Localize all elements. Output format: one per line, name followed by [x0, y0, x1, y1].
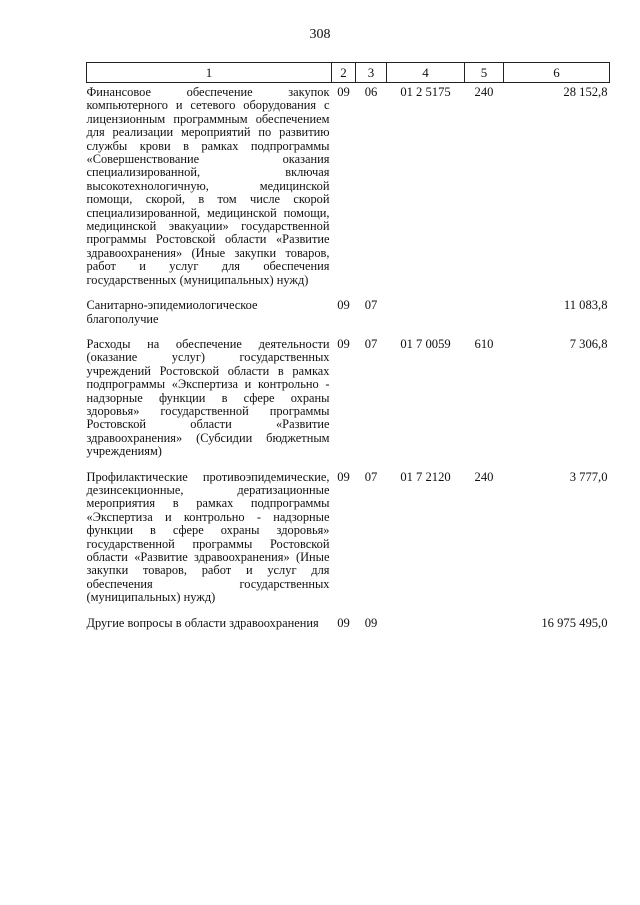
row-amount: 28 152,8 — [563, 85, 608, 99]
row-subsection: 06 — [364, 85, 378, 99]
row-target-article: 01 7 0059 — [400, 336, 451, 351]
row-section: 09 — [337, 85, 350, 99]
row-expense-type — [465, 617, 504, 642]
table-row — [87, 299, 610, 338]
row-expense-type: 610 — [474, 336, 494, 351]
row-target-article — [387, 299, 465, 338]
row-description: Расходы на обеспечение деятельности (оказание услуг) государственных учреждений Ростовской области в рамках подпрограммы «Экспертиза и контрольно - надзорные функции в сфере охраны здоровья» государственной программы Ростовской области «Развитие здравоохранения» (Субсидии бюджетным учреждениям) — [86, 336, 330, 459]
header-col-3: 3 — [356, 63, 387, 83]
row-section: 09 — [337, 336, 350, 351]
row-subsection: 07 — [364, 336, 378, 351]
header-col-6: 6 — [504, 63, 610, 83]
row-description: Профилактические противоэпидемические, дезинсекционные, дератизационные мероприятия в рамках подпрограммы «Экспертиза и контрольно - надзорные функции в сфере охраны здоровья» государственной программы Ростовской области «Развитие здравоохранения» (Иные закупки товаров, работ и услуг для обеспечения государственных (муниципальных) нужд) — [86, 469, 330, 605]
row-amount: 11 083,8 — [563, 298, 608, 313]
row-expense-type: 240 — [474, 85, 494, 99]
header-row — [87, 63, 610, 83]
row-section: 09 — [337, 298, 350, 313]
row-subsection: 07 — [364, 469, 378, 484]
row-amount: 7 306,8 — [569, 336, 608, 351]
row-description: Финансовое обеспечение закупок компьютерного и сетевого оборудования с лицензионным программным обеспечением для реализации мероприятий по развитию службы крови в рамках подпрограммы «Совершенствование оказания специализированной, включая высокотехнологичную, медицинской помощи, скорой, в том числе скорой специализированной, медицинской помощи, медицинской эвакуации» государственной программы Ростовской области «Развитие здравоохранения» (Иные закупки товаров, работ и услуг для обеспечения государственных (муниципальных) нужд) — [86, 85, 330, 287]
row-amount: 3 777,0 — [569, 469, 608, 484]
header-col-4: 4 — [387, 63, 465, 83]
row-expense-type: 240 — [474, 469, 494, 484]
row-target-article: 01 7 2120 — [400, 469, 451, 484]
row-section: 09 — [337, 469, 350, 484]
table-body — [87, 83, 610, 643]
table-row — [87, 471, 610, 617]
row-section: 09 — [337, 615, 350, 630]
page-number: 308 — [309, 27, 331, 42]
header-col-1: 1 — [87, 63, 332, 83]
header-col-2: 2 — [332, 63, 356, 83]
table-row — [87, 83, 610, 300]
row-subsection: 09 — [364, 615, 378, 630]
row-description: Другие вопросы в области здравоохранения — [86, 615, 319, 630]
row-amount: 16 975 495,0 — [541, 615, 608, 630]
row-subsection: 07 — [364, 298, 378, 313]
row-target-article: 01 2 5175 — [400, 85, 451, 99]
row-target-article — [387, 617, 465, 642]
budget-table — [86, 62, 610, 642]
row-expense-type — [465, 299, 504, 338]
table-row — [87, 617, 610, 642]
table-header — [87, 63, 610, 83]
row-description: Санитарно-эпидемиологическое благополучие — [86, 298, 258, 326]
header-col-5: 5 — [465, 63, 504, 83]
table-row — [87, 338, 610, 471]
